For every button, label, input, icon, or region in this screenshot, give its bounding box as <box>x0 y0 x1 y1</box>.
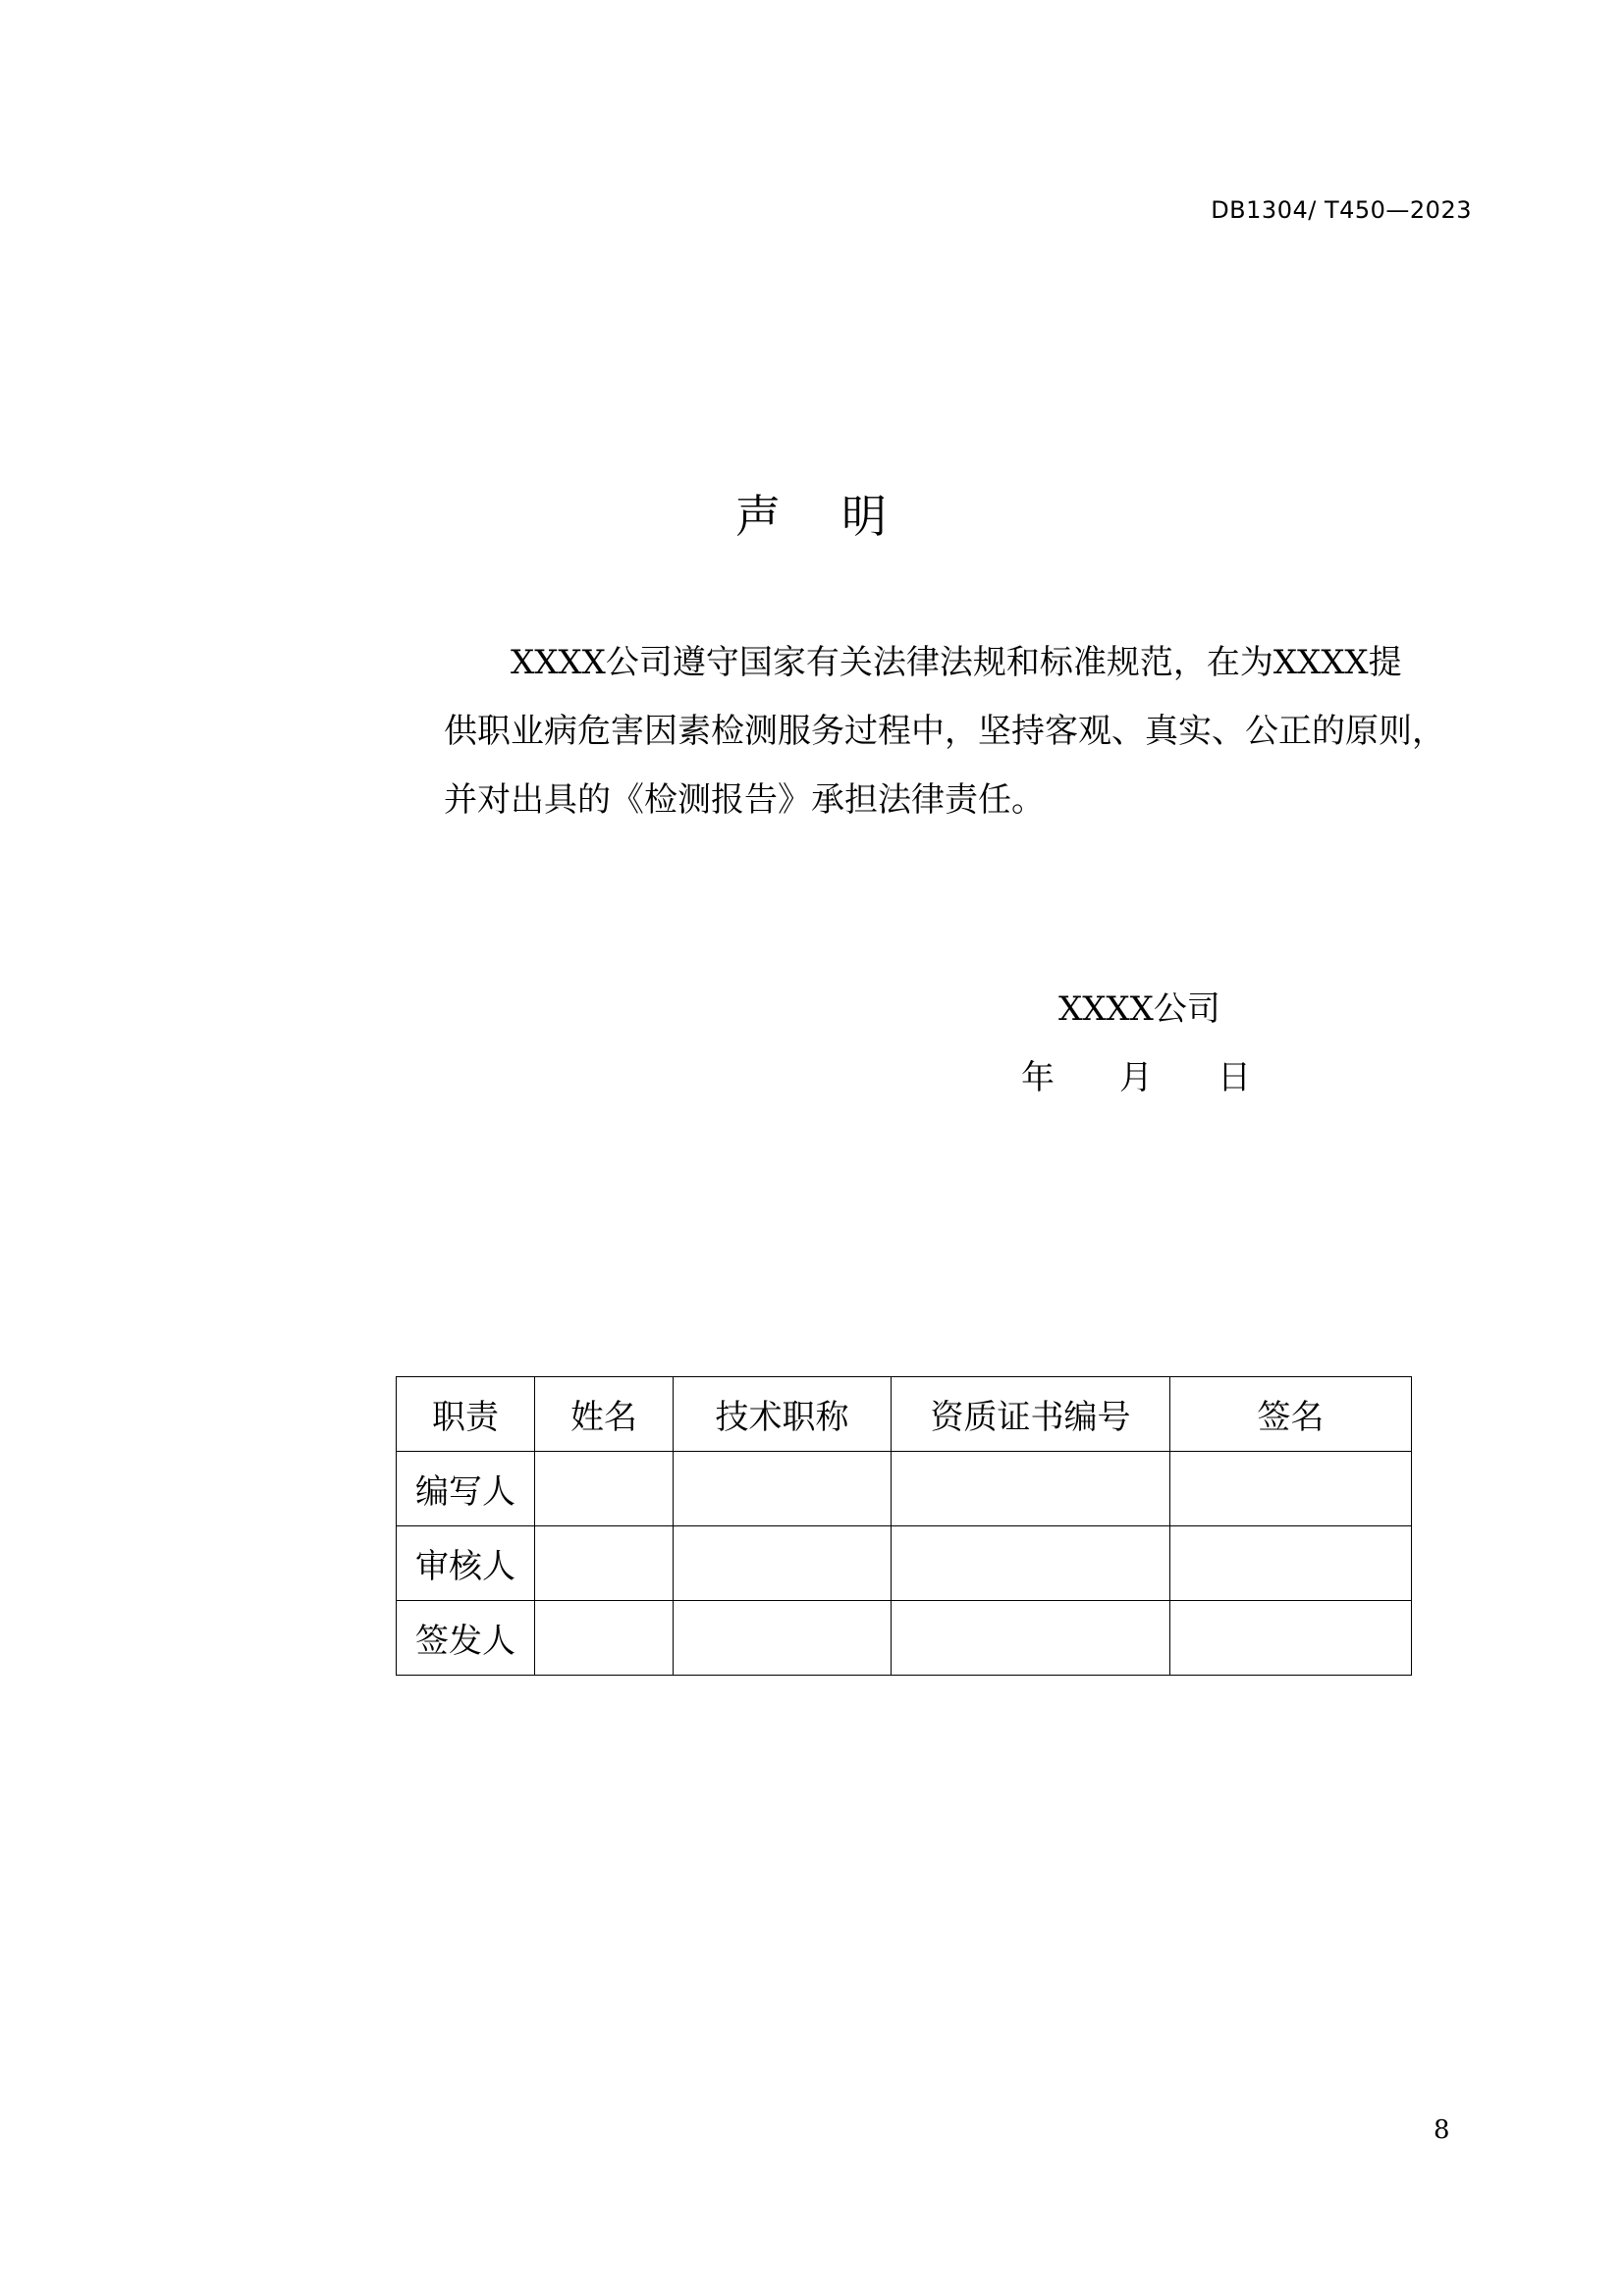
header-cell-signature: 签名 <box>1170 1377 1412 1452</box>
year-label: 年 <box>1021 1058 1055 1097</box>
table-row <box>397 1526 1412 1601</box>
cell-name[interactable] <box>535 1526 674 1601</box>
document-code: DB1304/ T450—2023 <box>1211 196 1472 224</box>
cell-title[interactable] <box>674 1452 892 1526</box>
month-label: 月 <box>1119 1058 1153 1097</box>
cell-cert[interactable] <box>892 1526 1170 1601</box>
declaration-line-2: 供职业病危害因素检测服务过程中，坚持客观、真实、公正的原则， <box>444 712 1445 751</box>
date-line <box>1021 1050 1316 1098</box>
cell-signature[interactable] <box>1170 1452 1412 1526</box>
day-label: 日 <box>1218 1058 1251 1097</box>
cell-role: 编写人 <box>397 1452 535 1526</box>
table-row <box>397 1601 1412 1676</box>
page-number: 8 <box>1434 2115 1450 2145</box>
cell-role: 签发人 <box>397 1601 535 1676</box>
cell-name[interactable] <box>535 1452 674 1526</box>
cell-cert[interactable] <box>892 1601 1170 1676</box>
cell-name[interactable] <box>535 1601 674 1676</box>
cell-role: 审核人 <box>397 1526 535 1601</box>
header-cell-title: 技术职称 <box>674 1377 892 1452</box>
cell-title[interactable] <box>674 1601 892 1676</box>
company-signature: XXXX公司 <box>1058 989 1220 1029</box>
cell-signature[interactable] <box>1170 1601 1412 1676</box>
table-row <box>397 1452 1412 1526</box>
page-title <box>0 481 1624 546</box>
declaration-line-1: XXXX公司遵守国家有关法律法规和标准规范，在为XXXX提 <box>511 643 1402 682</box>
header-cell-role: 职责 <box>397 1377 535 1452</box>
staff-table <box>396 1376 1412 1676</box>
cell-title[interactable] <box>674 1526 892 1601</box>
declaration-line-3: 并对出具的《检测报告》承担法律责任。 <box>444 780 1045 820</box>
title-char-2: 明 <box>841 490 889 543</box>
cell-signature[interactable] <box>1170 1526 1412 1601</box>
declaration-text <box>444 628 1445 834</box>
cell-cert[interactable] <box>892 1452 1170 1526</box>
header-cell-cert: 资质证书编号 <box>892 1377 1170 1452</box>
header-cell-name: 姓名 <box>535 1377 674 1452</box>
table-header-row <box>397 1377 1412 1452</box>
title-char-1: 声 <box>735 490 783 543</box>
